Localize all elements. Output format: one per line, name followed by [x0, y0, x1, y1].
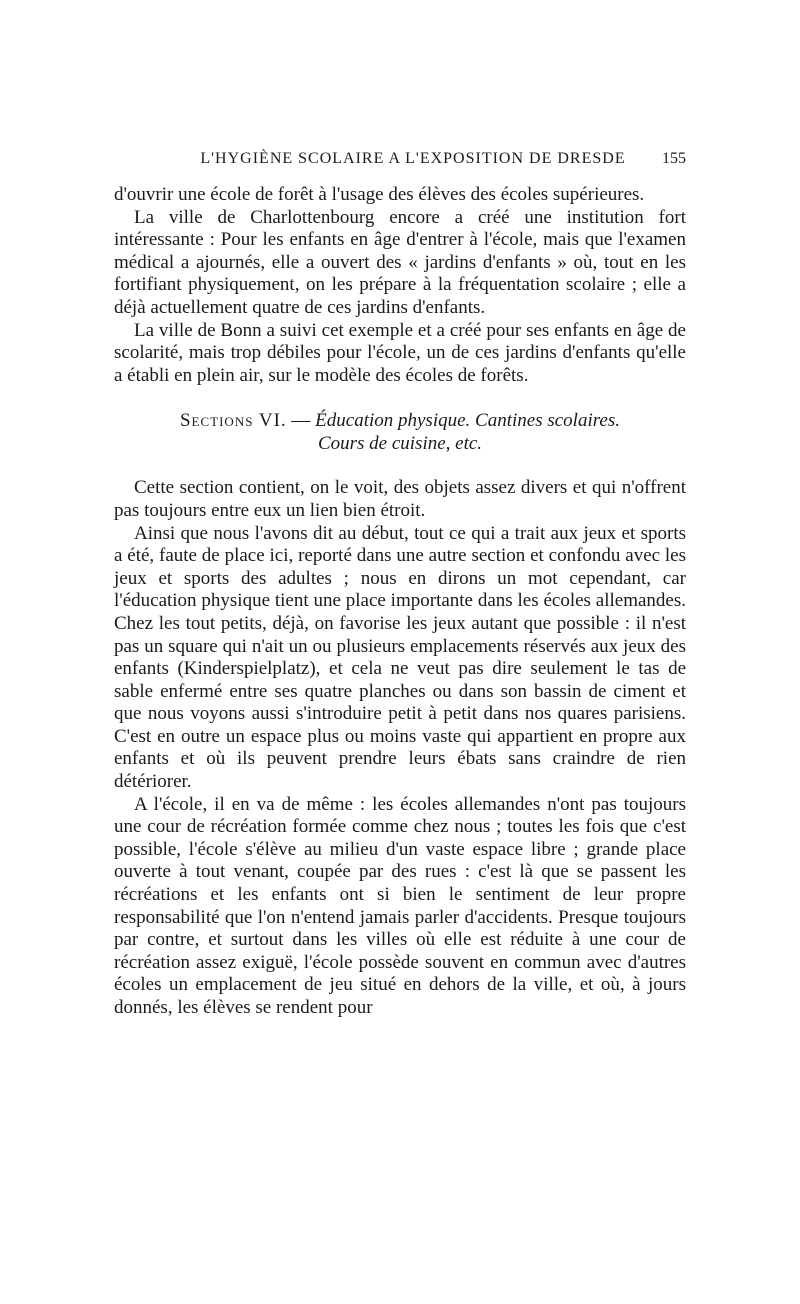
paragraph: La ville de Bonn a suivi cet exemple et a créé pour ses enfants en âge de scolarité, mais trop débiles pour l'école, un de ces jardins d'enfants qu'elle a établi en plein air, sur le modèle des écoles de forêts. [114, 319, 686, 386]
book-page [114, 150, 686, 1020]
body-text [114, 184, 686, 1020]
section-title-line2: Cours de cuisine, etc. [317, 433, 483, 455]
section-heading [114, 409, 686, 455]
running-head-title: L'HYGIÈNE SCOLAIRE A L'EXPOSITION DE DRESDE [200, 150, 626, 167]
page-number: 155 [662, 150, 686, 167]
paragraph: Ainsi que nous l'avons dit au début, tout ce qui a trait aux jeux et sports a été, faute de place ici, reporté dans une autre section et confondu avec les jeux et sports des adultes ; nous en dirons un mot cependant, car l'éducation physique tient une place importante dans les écoles allemandes. Chez les tout petits, déjà, on favorise les jeux autant que possible : il n'est pas un square qui n'ait un ou plusieurs emplacements réservés aux jeux des enfants (Kinderspielplatz), et cela ne veut pas dire seulement le tas de sable enfermé entre ses quatre planches ou dans son bassin de ciment et que nous voyons aussi s'introduire petit à petit dans nos quares parisiens. C'est en outre un espace plus ou moins vaste qui appartient en propre aux enfants et où ils peuvent prendre leurs ébats sans craindre de rien détériorer. [114, 522, 686, 793]
section-title-line1: Éducation physique. Cantines scolaires. [315, 410, 621, 432]
paragraph: d'ouvrir une école de forêt à l'usage des élèves des écoles supérieures. [114, 184, 645, 205]
paragraph: Cette section contient, on le voit, des objets assez divers et qui n'offrent pas toujours entre eux un lien bien étroit. [114, 477, 686, 521]
paragraph: A l'école, il en va de même : les écoles allemandes n'ont pas toujours une cour de récréation formée comme chez nous ; toutes les fois que c'est possible, l'école s'élève au milieu d'un vaste espace libre ; grande place ouverte à tout venant, coupée par des rues : c'est là que se passent les récréations et les enfants ont si bien le sentiment de leur propre responsabilité que l'on n'entend jamais parler d'accidents. Presque toujours par contre, et surtout dans les villes où elle est réduite à une cour de récréation assez exiguë, l'école possède souvent en commun avec d'autres écoles un emplacement de jeu situé en dehors de la ville, et où, à jours donnés, les élèves se rendent pour [114, 793, 686, 1018]
running-head [114, 150, 686, 168]
section-dash: — [291, 410, 316, 432]
section-label: Sections VI. [179, 410, 287, 432]
paragraph: La ville de Charlottenbourg encore a créé une institution fort intéressante : Pour les enfants en âge d'entrer à l'école, mais que l'examen médical a ajournés, elle a ouvert des « jardins d'enfants » où, tout en les fortifiant physiquement, on les prépare à la fréquentation scolaire ; elle a déjà actuellement quatre de ces jardins d'enfants. [114, 206, 686, 318]
